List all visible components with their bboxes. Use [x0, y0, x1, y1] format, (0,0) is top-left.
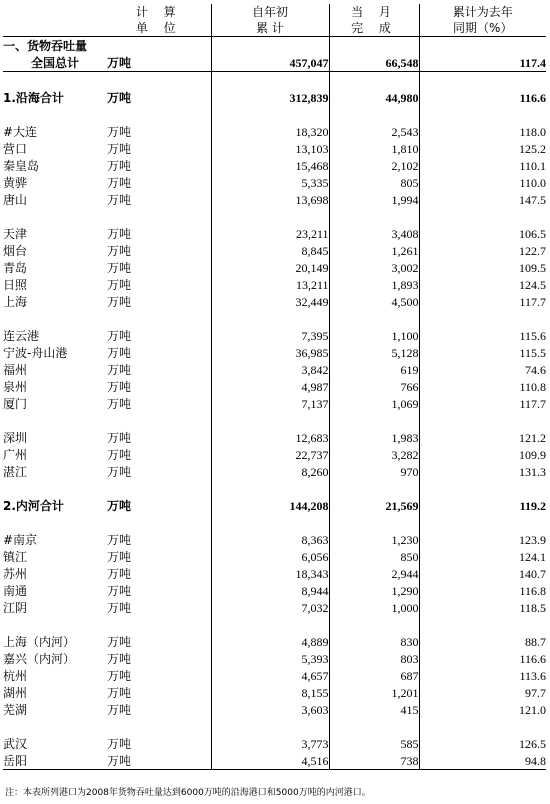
row-month-completed: 803 [329, 650, 419, 667]
spacer-ytd-cell [211, 412, 329, 429]
port-row [3, 123, 546, 140]
spacer-name-cell [3, 514, 107, 531]
row-name: 江阴 [3, 600, 28, 615]
row-yoy-percent: 131.3 [519, 464, 546, 479]
row-yoy-percent: 109.5 [519, 260, 546, 275]
row-ytd-cumulative: 3,842 [211, 361, 329, 378]
row-name: 苏州 [3, 566, 28, 581]
spacer-unit-cell [107, 72, 211, 90]
spacer-ytd-cell [211, 106, 329, 123]
row-ytd-cumulative: 7,137 [211, 395, 329, 412]
header-month-line1: 当 月 [351, 5, 397, 19]
spacer-unit-cell [107, 310, 211, 327]
row-ytd-cumulative: 23,211 [211, 225, 329, 242]
spacer-unit-cell [107, 208, 211, 225]
row-name: 深圳 [3, 430, 28, 445]
spacer-pct-cell [419, 106, 546, 123]
row-month-completed: 4,500 [329, 293, 419, 310]
row-name: 宁波-舟山港 [3, 345, 68, 360]
spacer-name-cell [3, 72, 107, 90]
row-month-completed: 66,548 [329, 54, 419, 72]
spacer-name-cell [3, 718, 107, 735]
header-month-cell [329, 4, 419, 37]
row-ytd-cumulative: 7,032 [211, 599, 329, 616]
spacer-unit-cell [107, 412, 211, 429]
row-unit: 万吨 [107, 548, 211, 565]
row-name: 1.沿海合计 [3, 90, 64, 105]
row-name: 镇江 [3, 549, 28, 564]
header-unit-cell [107, 4, 211, 37]
port-row [3, 259, 546, 276]
row-ytd-cumulative: 20,149 [211, 259, 329, 276]
row-month-completed: 830 [329, 633, 419, 650]
spacer-ytd-cell [211, 72, 329, 90]
row-month-completed: 3,282 [329, 446, 419, 463]
row-unit: 万吨 [107, 667, 211, 684]
row-name: 日照 [3, 277, 28, 292]
port-row [3, 225, 546, 242]
row-month-completed: 1,100 [329, 327, 419, 344]
row-unit: 万吨 [107, 429, 211, 446]
row-ytd-cumulative: 3,773 [211, 735, 329, 752]
row-unit: 万吨 [107, 531, 211, 548]
row-yoy-percent: 110.1 [519, 158, 546, 173]
row-yoy-percent: 113.6 [519, 668, 546, 683]
spacer-pct-cell [419, 310, 546, 327]
row-ytd-cumulative: 7,395 [211, 327, 329, 344]
port-row [3, 565, 546, 582]
port-row [3, 395, 546, 412]
spacer-unit-cell [107, 480, 211, 497]
row-month-completed: 1,069 [329, 395, 419, 412]
spacer-ytd-cell [211, 208, 329, 225]
row-unit: 万吨 [107, 599, 211, 616]
spacer-unit-cell [107, 616, 211, 633]
row-name: 黄骅 [3, 175, 28, 190]
row-yoy-percent: 116.6 [519, 651, 546, 666]
spacer-month-cell [329, 72, 419, 90]
row-yoy-percent: 126.5 [519, 736, 546, 751]
row-name: 烟台 [3, 243, 28, 258]
spacer-ytd-cell [211, 514, 329, 531]
spacer-pct-cell [419, 72, 546, 90]
spacer-row [3, 72, 546, 90]
row-ytd-cumulative: 22,737 [211, 446, 329, 463]
row-month-completed: 1,261 [329, 242, 419, 259]
header-pct-line1: 累计为去年 [452, 5, 513, 19]
row-ytd-cumulative: 8,845 [211, 242, 329, 259]
row-unit: 万吨 [107, 140, 211, 157]
row-month-completed: 1,893 [329, 276, 419, 293]
row-name: #南京 [3, 532, 38, 547]
row-yoy-percent: 110.0 [519, 175, 546, 190]
table-body [3, 4, 546, 769]
row-month-completed: 5,128 [329, 344, 419, 361]
row-yoy-percent: 119.2 [519, 498, 546, 513]
row-unit: 万吨 [107, 344, 211, 361]
row-unit: 万吨 [107, 157, 211, 174]
row-month-completed: 2,543 [329, 123, 419, 140]
row-ytd-cumulative: 8,260 [211, 463, 329, 480]
row-month-completed: 850 [329, 548, 419, 565]
row-name: 秦皇岛 [3, 158, 40, 173]
row-ytd-cumulative: 32,449 [211, 293, 329, 310]
row-ytd-cumulative: 13,103 [211, 140, 329, 157]
row-yoy-percent: 115.5 [519, 345, 546, 360]
row-month-completed: 1,000 [329, 599, 419, 616]
spacer-month-cell [329, 412, 419, 429]
row-yoy-percent: 121.2 [519, 430, 546, 445]
row-unit: 万吨 [107, 446, 211, 463]
row-month-completed: 1,290 [329, 582, 419, 599]
header-pct-cell [419, 4, 546, 37]
row-yoy-percent: 117.7 [519, 396, 546, 411]
row-unit: 万吨 [107, 123, 211, 140]
row-month-completed: 687 [329, 667, 419, 684]
spacer-row [3, 412, 546, 429]
row-unit: 万吨 [107, 395, 211, 412]
spacer-row [3, 106, 546, 123]
port-row [3, 174, 546, 191]
row-name: 泉州 [3, 379, 28, 394]
row-month-completed: 585 [329, 735, 419, 752]
row-month-completed: 3,408 [329, 225, 419, 242]
group-row [3, 89, 546, 106]
row-ytd-cumulative: 6,056 [211, 548, 329, 565]
header-pct-line2: 同期（%） [453, 21, 513, 35]
section-unit-empty [107, 37, 211, 55]
spacer-row [3, 208, 546, 225]
row-name: 厦门 [3, 396, 28, 411]
row-yoy-percent: 147.5 [519, 192, 546, 207]
spacer-pct-cell [419, 412, 546, 429]
row-yoy-percent: 124.1 [519, 549, 546, 564]
row-name: 岳阳 [3, 753, 28, 768]
row-yoy-percent: 140.7 [519, 566, 546, 581]
spacer-month-cell [329, 718, 419, 735]
spacer-month-cell [329, 106, 419, 123]
port-row [3, 276, 546, 293]
row-unit: 万吨 [107, 735, 211, 752]
total-row [3, 54, 546, 72]
spacer-name-cell [3, 106, 107, 123]
row-name: 广州 [3, 447, 28, 462]
port-row [3, 344, 546, 361]
row-yoy-percent: 109.9 [519, 447, 546, 462]
port-row [3, 599, 546, 616]
spacer-pct-cell [419, 208, 546, 225]
row-unit: 万吨 [107, 54, 211, 72]
port-row [3, 293, 546, 310]
row-name: 青岛 [3, 260, 28, 275]
port-row [3, 667, 546, 684]
header-ytd-cell [211, 4, 329, 37]
row-month-completed: 619 [329, 361, 419, 378]
row-unit: 万吨 [107, 752, 211, 769]
port-row [3, 684, 546, 701]
row-name: 上海（内河） [3, 634, 76, 649]
header-ytd-line1: 自年初 [251, 5, 288, 19]
row-name: 南通 [3, 583, 28, 598]
row-name: 唐山 [3, 192, 28, 207]
port-row [3, 361, 546, 378]
port-row [3, 752, 546, 769]
row-yoy-percent: 115.6 [519, 328, 546, 343]
row-yoy-percent: 121.0 [519, 702, 546, 717]
row-ytd-cumulative: 18,320 [211, 123, 329, 140]
spacer-pct-cell [419, 616, 546, 633]
row-yoy-percent: 116.8 [519, 583, 546, 598]
spacer-unit-cell [107, 514, 211, 531]
spacer-name-cell [3, 616, 107, 633]
row-month-completed: 1,810 [329, 140, 419, 157]
row-month-completed: 21,569 [329, 497, 419, 514]
spacer-month-cell [329, 616, 419, 633]
row-name: 芜湖 [3, 702, 28, 717]
row-unit: 万吨 [107, 361, 211, 378]
row-yoy-percent: 122.7 [519, 243, 546, 258]
spacer-row [3, 514, 546, 531]
row-month-completed: 805 [329, 174, 419, 191]
row-ytd-cumulative: 5,335 [211, 174, 329, 191]
spacer-row [3, 310, 546, 327]
row-unit: 万吨 [107, 259, 211, 276]
spacer-ytd-cell [211, 616, 329, 633]
row-ytd-cumulative: 457,047 [211, 54, 329, 72]
spacer-name-cell [3, 208, 107, 225]
row-yoy-percent: 118.0 [519, 124, 546, 139]
row-unit: 万吨 [107, 497, 211, 514]
spacer-unit-cell [107, 718, 211, 735]
row-ytd-cumulative: 8,155 [211, 684, 329, 701]
row-ytd-cumulative: 18,343 [211, 565, 329, 582]
row-yoy-percent: 97.7 [525, 685, 546, 700]
row-unit: 万吨 [107, 582, 211, 599]
spacer-pct-cell [419, 480, 546, 497]
row-unit: 万吨 [107, 633, 211, 650]
row-name: 福州 [3, 362, 28, 377]
row-ytd-cumulative: 13,698 [211, 191, 329, 208]
section-pct-empty [419, 37, 546, 55]
spacer-ytd-cell [211, 718, 329, 735]
row-name: 连云港 [3, 328, 40, 343]
spacer-row [3, 616, 546, 633]
row-month-completed: 3,002 [329, 259, 419, 276]
row-unit: 万吨 [107, 293, 211, 310]
spacer-row [3, 718, 546, 735]
row-name: 2.内河合计 [3, 498, 64, 513]
row-ytd-cumulative: 36,985 [211, 344, 329, 361]
port-row [3, 548, 546, 565]
row-name: 上海 [3, 294, 28, 309]
port-row [3, 701, 546, 718]
header-unit-line1: 计 算 [135, 5, 182, 19]
row-name: 嘉兴（内河） [3, 651, 76, 666]
spacer-name-cell [3, 412, 107, 429]
port-row [3, 446, 546, 463]
row-unit: 万吨 [107, 191, 211, 208]
row-ytd-cumulative: 13,211 [211, 276, 329, 293]
row-unit: 万吨 [107, 327, 211, 344]
section-title-row [3, 37, 546, 55]
row-name: 天津 [3, 226, 28, 241]
row-name: 全国总计 [3, 54, 107, 72]
row-unit: 万吨 [107, 378, 211, 395]
row-name: 杭州 [3, 668, 28, 683]
port-row [3, 463, 546, 480]
row-month-completed: 2,944 [329, 565, 419, 582]
row-yoy-percent: 117.7 [519, 294, 546, 309]
row-name: 湖州 [3, 685, 28, 700]
port-row [3, 140, 546, 157]
spacer-month-cell [329, 480, 419, 497]
port-row [3, 327, 546, 344]
spacer-month-cell [329, 310, 419, 327]
header-name-cell [3, 4, 107, 37]
row-month-completed: 1,230 [329, 531, 419, 548]
row-month-completed: 970 [329, 463, 419, 480]
port-row [3, 242, 546, 259]
row-yoy-percent: 110.8 [519, 379, 546, 394]
row-yoy-percent: 124.5 [519, 277, 546, 292]
spacer-pct-cell [419, 514, 546, 531]
row-unit: 万吨 [107, 276, 211, 293]
port-row [3, 429, 546, 446]
row-yoy-percent: 88.7 [525, 634, 546, 649]
header-month-line2: 完 成 [351, 21, 397, 35]
spacer-name-cell [3, 310, 107, 327]
row-month-completed: 738 [329, 752, 419, 769]
section-month-empty [329, 37, 419, 55]
section-ytd-empty [211, 37, 329, 55]
row-name: #大连 [3, 124, 38, 139]
row-unit: 万吨 [107, 225, 211, 242]
row-unit: 万吨 [107, 650, 211, 667]
row-ytd-cumulative: 144,208 [211, 497, 329, 514]
row-month-completed: 1,994 [329, 191, 419, 208]
row-unit: 万吨 [107, 174, 211, 191]
row-unit: 万吨 [107, 701, 211, 718]
row-ytd-cumulative: 4,516 [211, 752, 329, 769]
port-row [3, 157, 546, 174]
spacer-ytd-cell [211, 310, 329, 327]
header-unit-line2: 单 位 [135, 21, 182, 35]
row-name: 湛江 [3, 464, 28, 479]
port-row [3, 633, 546, 650]
row-unit: 万吨 [107, 89, 211, 106]
row-ytd-cumulative: 4,889 [211, 633, 329, 650]
row-ytd-cumulative: 312,839 [211, 89, 329, 106]
row-month-completed: 44,980 [329, 89, 419, 106]
row-unit: 万吨 [107, 463, 211, 480]
spacer-month-cell [329, 208, 419, 225]
row-ytd-cumulative: 8,363 [211, 531, 329, 548]
group-row [3, 497, 546, 514]
row-ytd-cumulative: 4,987 [211, 378, 329, 395]
port-throughput-table [3, 4, 546, 770]
row-yoy-percent: 94.8 [525, 753, 546, 768]
port-row [3, 650, 546, 667]
spacer-row [3, 480, 546, 497]
header-ytd-line2: 累 计 [256, 21, 284, 35]
row-yoy-percent: 106.5 [519, 226, 546, 241]
port-row [3, 735, 546, 752]
row-ytd-cumulative: 12,683 [211, 429, 329, 446]
spacer-month-cell [329, 514, 419, 531]
row-yoy-percent: 117.4 [419, 54, 546, 72]
row-name: 武汉 [3, 736, 28, 751]
spacer-unit-cell [107, 106, 211, 123]
row-ytd-cumulative: 15,468 [211, 157, 329, 174]
row-yoy-percent: 123.9 [519, 532, 546, 547]
spacer-name-cell [3, 480, 107, 497]
row-month-completed: 1,201 [329, 684, 419, 701]
row-ytd-cumulative: 5,393 [211, 650, 329, 667]
row-yoy-percent: 116.6 [519, 90, 546, 105]
row-month-completed: 766 [329, 378, 419, 395]
row-unit: 万吨 [107, 684, 211, 701]
row-name: 营口 [3, 141, 28, 156]
footnote: 注：本表所列港口为2008年货物吞吐量达到6000万吨的沿海港口和5000万吨的内河港口。 [5, 788, 371, 798]
section-title: 一、货物吞吐量 [3, 38, 88, 53]
row-yoy-percent: 118.5 [519, 600, 546, 615]
port-row [3, 378, 546, 395]
spacer-pct-cell [419, 718, 546, 735]
port-row [3, 191, 546, 208]
table-header-row [3, 4, 546, 37]
port-row [3, 531, 546, 548]
row-ytd-cumulative: 4,657 [211, 667, 329, 684]
port-row [3, 582, 546, 599]
row-unit: 万吨 [107, 242, 211, 259]
row-unit: 万吨 [107, 565, 211, 582]
row-month-completed: 2,102 [329, 157, 419, 174]
row-ytd-cumulative: 3,603 [211, 701, 329, 718]
row-yoy-percent: 74.6 [525, 362, 546, 377]
spacer-ytd-cell [211, 480, 329, 497]
row-ytd-cumulative: 8,944 [211, 582, 329, 599]
row-month-completed: 1,983 [329, 429, 419, 446]
row-yoy-percent: 125.2 [519, 141, 546, 156]
row-month-completed: 415 [329, 701, 419, 718]
